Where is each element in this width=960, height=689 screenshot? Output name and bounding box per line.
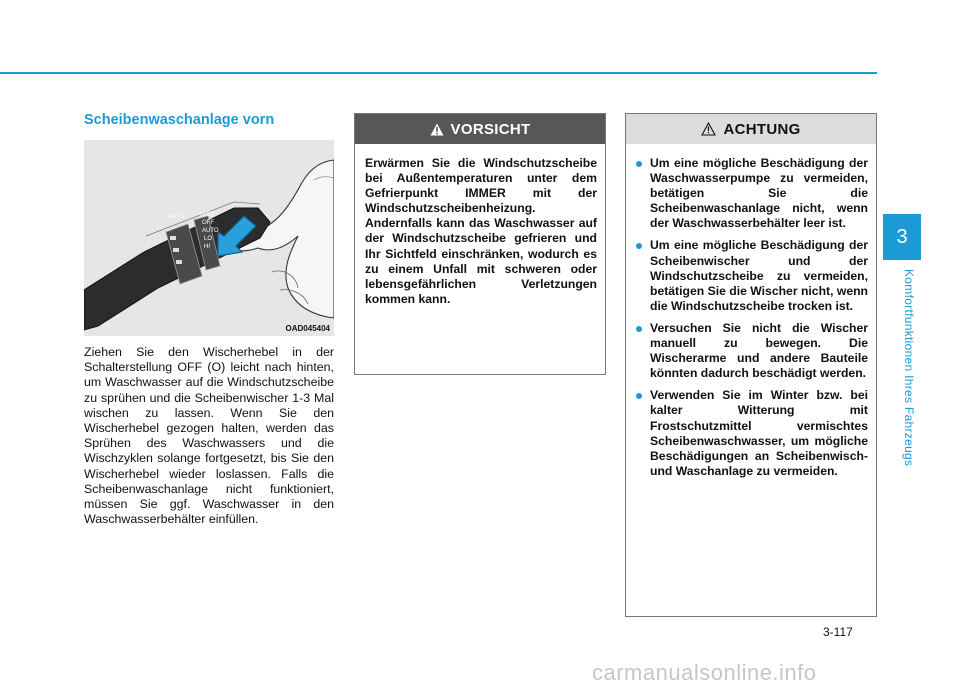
figure-code: OAD045404 [285, 324, 330, 333]
notice-box [625, 113, 877, 617]
notice-item-text: Versuchen Sie nicht die Wischer manuell zu bewegen. Die Wischerarme und andere Bauteile könnten dadurch beschädigt werden. [650, 320, 868, 381]
caution-box [354, 113, 606, 375]
wiper-lever-illustration [84, 140, 334, 336]
chapter-tab: 3 [883, 214, 921, 260]
page-number: 3-117 [823, 625, 853, 639]
bullet-icon [636, 326, 642, 332]
section-title: Scheibenwaschanlage vorn [84, 112, 275, 128]
notice-header [626, 114, 876, 144]
lever-label: LO [204, 236, 213, 242]
bullet-icon [636, 393, 642, 399]
warning-outline-icon [701, 122, 716, 136]
section-body: Ziehen Sie den Wischerhebel in der Schalterstellung OFF (O) leicht nach hinten, um Waschwasser auf die Windschutzscheibe zu sprühen und die Scheibenwischer 1-3 Mal wischen zu lassen. Wenn Sie den Wischerhebel gezogen halten, werden das Sprühen des Waschwassers und die Wischzyklen solange fortgesetzt, bis Sie den Wischerhebel wieder loslassen. Falls die Scheibenwaschanlage nicht funktioniert, müssen Sie ggf. Waschwasser in den Waschwasserbehälter einfüllen. [84, 345, 334, 527]
lever-label: MIST [200, 212, 215, 218]
bullet-icon [636, 243, 642, 249]
caution-text: Erwärmen Sie die Windschutzscheibe bei Außentemperaturen unter dem Gefrierpunkt IMMER mit der Windschutzscheibenheizung. Andernfalls kann das Waschwasser auf der Windschutzscheibe gefrieren und Ihr Sichtfeld einschränken, wodurch es zu einem Unfall mit schweren oder lebensgefährlichen Verletzungen kommen kann. [365, 156, 597, 306]
watermark: carmanualsonline.info [592, 660, 817, 685]
warning-triangle-icon [430, 123, 444, 136]
lever-label: AUTO [202, 228, 219, 234]
wiper-lever-figure [84, 140, 334, 336]
top-rule [0, 72, 877, 74]
notice-item-text: Verwenden Sie im Winter bzw. bei kalter Witterung mit Frostschutzmittel vermischtes Scheibenwaschwasser, um mögliche Beschädigungen an Scheibenwisch- und Waschanlage zu vermeiden. [650, 388, 868, 478]
lever-label: HI [204, 244, 210, 250]
chapter-label: Komfortfunktionen Ihres Fahrzeugs [902, 269, 916, 467]
bullet-icon [636, 161, 642, 167]
notice-title: ACHTUNG [723, 120, 801, 138]
notice-item-text: Um eine mögliche Beschädigung der Waschwasserpumpe zu vermeiden, betätigen Sie die Scheibenwaschanlage nicht, wenn der Waschwasserbehälter leer ist. [650, 156, 868, 231]
lever-label: AUTO [168, 214, 185, 220]
notice-item [636, 321, 868, 381]
caution-title: VORSICHT [450, 120, 531, 138]
lever-label: OFF [202, 220, 214, 226]
notice-item-text: Um eine mögliche Beschädigung der Scheibenwischer und der Windschutzscheibe zu vermeiden, betätigen Sie die Wischer nicht, wenn die Windschutzscheibe trocken ist. [650, 238, 868, 313]
notice-item [636, 238, 868, 313]
notice-list [626, 144, 876, 479]
notice-item [636, 388, 868, 479]
notice-item [636, 156, 868, 231]
caution-header [355, 114, 605, 144]
